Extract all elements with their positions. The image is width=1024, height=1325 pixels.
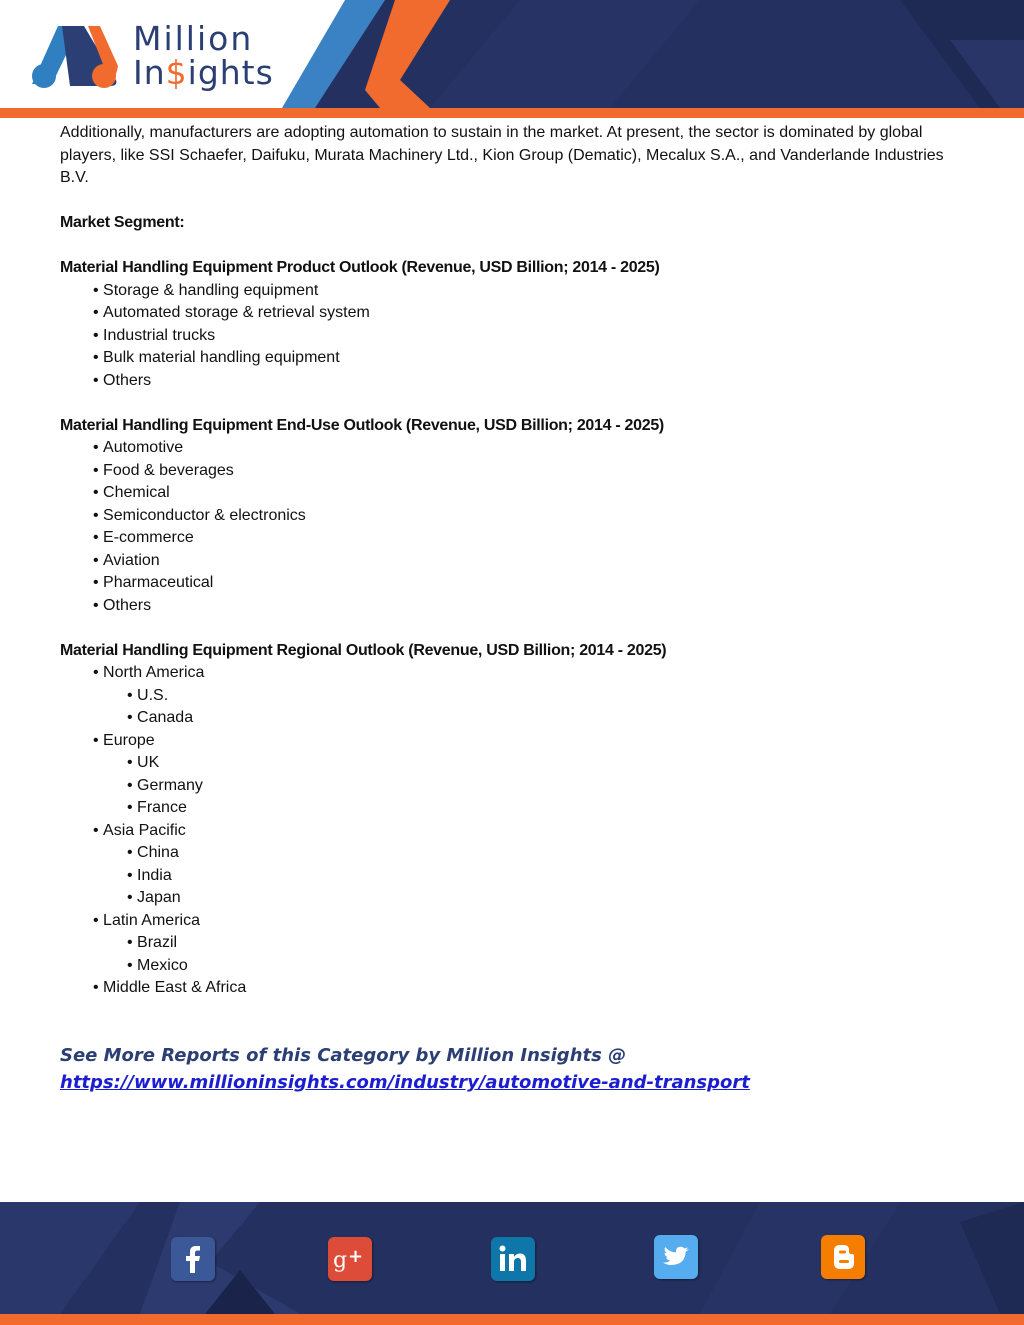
- country-list: [93, 752, 970, 820]
- region-label: • Asia Pacific: [93, 820, 970, 843]
- google-plus-button[interactable]: [328, 1237, 372, 1281]
- list-item: • Industrial trucks: [60, 325, 970, 348]
- region-north-america: [60, 662, 970, 730]
- region-label: • Middle East & Africa: [93, 977, 970, 1000]
- twitter-button[interactable]: [654, 1235, 698, 1279]
- product-outlook-title: Material Handling Equipment Product Outlook (Revenue, USD Billion; 2014 - 2025): [60, 259, 660, 276]
- blogger-button[interactable]: [821, 1235, 865, 1279]
- document-body: [60, 122, 970, 1000]
- region-label: • North America: [93, 662, 970, 685]
- svg-text:g: g: [333, 1248, 348, 1273]
- enduse-outlook-title: Material Handling Equipment End-Use Outlook (Revenue, USD Billion; 2014 - 2025): [60, 416, 664, 434]
- logo-line-million: Million: [133, 19, 254, 58]
- list-item: • India: [93, 865, 970, 888]
- list-item: • Germany: [93, 775, 970, 798]
- linkedin-icon: [491, 1237, 535, 1281]
- enduse-outlook-list: [60, 437, 970, 617]
- list-item: • Automotive: [60, 437, 970, 460]
- region-europe: [60, 730, 970, 820]
- category-link[interactable]: https://www.millioninsights.com/industry/automotive-and-transport: [60, 1072, 750, 1093]
- list-item: • Aviation: [60, 550, 970, 573]
- blogger-icon: [821, 1235, 865, 1279]
- intro-paragraph: Additionally, manufacturers are adopting automation to sustain in the market. At present, the sector is dominated by global players, like SSI Schaefer, Daifuku, Murata Machinery Ltd., Kion Group (Dematic), Mecalux S.A., and Vanderlande Industries B.V.: [60, 124, 944, 186]
- facebook-button[interactable]: [171, 1237, 215, 1281]
- logo-insights-prefix: In: [133, 53, 166, 92]
- list-item: • Others: [60, 370, 970, 393]
- list-item: • Food & beverages: [60, 460, 970, 483]
- regional-outlook-list: [60, 662, 970, 1000]
- list-item: • Japan: [93, 887, 970, 910]
- list-item: • Automated storage & retrieval system: [60, 302, 970, 325]
- region-label: • Europe: [93, 730, 970, 753]
- country-list: [93, 842, 970, 910]
- region-label: • Latin America: [93, 910, 970, 933]
- list-item: • Storage & handling equipment: [60, 280, 970, 303]
- logo-wordmark: [133, 19, 274, 92]
- list-item: • E-commerce: [60, 527, 970, 550]
- cta-text: See More Reports of this Category by Million Insights @: [60, 1045, 627, 1066]
- see-more-reports: [60, 1042, 750, 1096]
- list-item: • Bulk material handling equipment: [60, 347, 970, 370]
- product-outlook-list: [60, 280, 970, 393]
- regional-outlook-title: Material Handling Equipment Regional Outlook (Revenue, USD Billion; 2014 - 2025): [60, 641, 667, 659]
- list-item: • Others: [60, 595, 970, 618]
- linkedin-button[interactable]: [491, 1237, 535, 1281]
- twitter-icon: [654, 1235, 698, 1279]
- list-item: • Brazil: [93, 932, 970, 955]
- list-item: • France: [93, 797, 970, 820]
- page-header: [0, 0, 1024, 122]
- list-item: • China: [93, 842, 970, 865]
- list-item: • Canada: [93, 707, 970, 730]
- logo-insights-suffix: ights: [187, 53, 274, 92]
- country-list: [93, 685, 970, 730]
- list-item: • U.S.: [93, 685, 970, 708]
- region-middle-east-africa: [60, 977, 970, 1000]
- google-plus-icon: [328, 1237, 372, 1281]
- list-item: • Chemical: [60, 482, 970, 505]
- page-footer: [0, 1202, 1024, 1325]
- country-list: [93, 932, 970, 977]
- svg-text:+: +: [348, 1246, 364, 1267]
- region-asia-pacific: [60, 820, 970, 910]
- facebook-icon: [171, 1237, 215, 1281]
- region-latin-america: [60, 910, 970, 978]
- list-item: • UK: [93, 752, 970, 775]
- list-item: • Pharmaceutical: [60, 572, 970, 595]
- logo-line-insights: [133, 53, 274, 92]
- list-item: • Mexico: [93, 955, 970, 978]
- logo-dollar-sign: $: [165, 53, 188, 92]
- list-item: • Semiconductor & electronics: [60, 505, 970, 528]
- market-segment-heading: Market Segment:: [60, 214, 185, 231]
